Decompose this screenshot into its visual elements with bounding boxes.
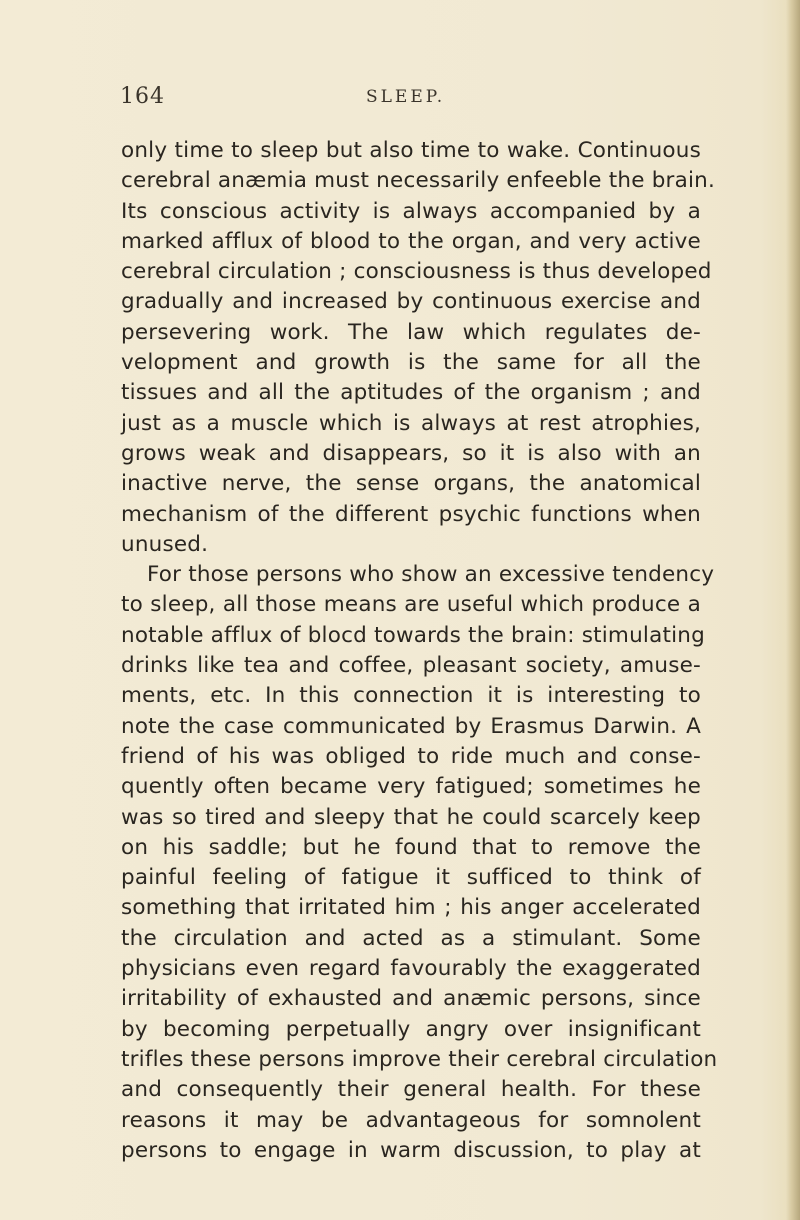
text-line: by becoming perpetually angry over insignificant [121,1016,701,1042]
text-line: gradually and increased by continuous exercise and [121,289,701,315]
text-line: irritability of exhausted and anæmic persons, since [121,986,701,1012]
text-line: friend of his was obliged to ride much and conse- [121,743,701,769]
text-line: unused. [121,531,209,557]
text-line: cerebral anæmia must necessarily enfeeble the brain. [121,168,715,194]
text-line: painful feeling of fatigue it sufficed to think of [121,865,701,891]
text-line: velopment and growth is the same for all the [121,350,701,376]
text-line: just as a muscle which is always at rest atrophies, [121,410,701,436]
text-line: cerebral circulation ; consciousness is thus developed [121,259,712,285]
page-header [0,84,800,114]
text-line: only time to sleep but also time to wake. Continuous [121,138,701,163]
text-line: persons to engage in warm discussion, to play at [121,1137,701,1163]
page-number: 164 [120,84,165,109]
text-line: grows weak and disappears, so it is also with an [121,440,701,466]
text-line: drinks like tea and coffee, pleasant society, amuse- [121,653,701,679]
text-line: tissues and all the aptitudes of the organism ; and [121,380,701,406]
text-line: ments, etc. In this connection it is interesting to [121,683,701,709]
text-line: the circulation and acted as a stimulant. Some [121,925,701,951]
text-line: reasons it may be advantageous for somnolent [121,1107,701,1133]
text-line: on his saddle; but he found that to remove the [121,834,701,860]
text-line: to sleep, all those means are useful which produce a [121,592,701,618]
text-line: For those persons who show an excessive tendency [147,562,715,588]
text-line: note the case communicated by Erasmus Darwin. A [121,713,701,739]
text-line: something that irritated him ; his anger accelerated [121,895,701,921]
page-edge-shadow [786,0,800,1220]
text-line: mechanism of the different psychic functions when [121,501,701,527]
body-text [121,136,718,1166]
text-line: and consequently their general health. For these [121,1077,701,1103]
text-line: quently often became very fatigued; sometimes he [121,774,701,800]
running-title: SLEEP. [366,87,446,107]
text-line: inactive nerve, the sense organs, the anatomical [121,471,701,497]
text-line: marked afflux of blood to the organ, and very active [121,228,701,254]
text-line: Its conscious activity is always accompanied by a [121,198,701,224]
text-line: persevering work. The law which regulates de- [121,319,701,345]
text-line: trifles these persons improve their cerebral circulation [121,1046,718,1072]
text-line: notable afflux of blocd towards the brain: stimulating [121,622,705,648]
text-line: physicians even regard favourably the exaggerated [121,956,701,982]
text-line: was so tired and sleepy that he could scarcely keep [121,804,701,830]
